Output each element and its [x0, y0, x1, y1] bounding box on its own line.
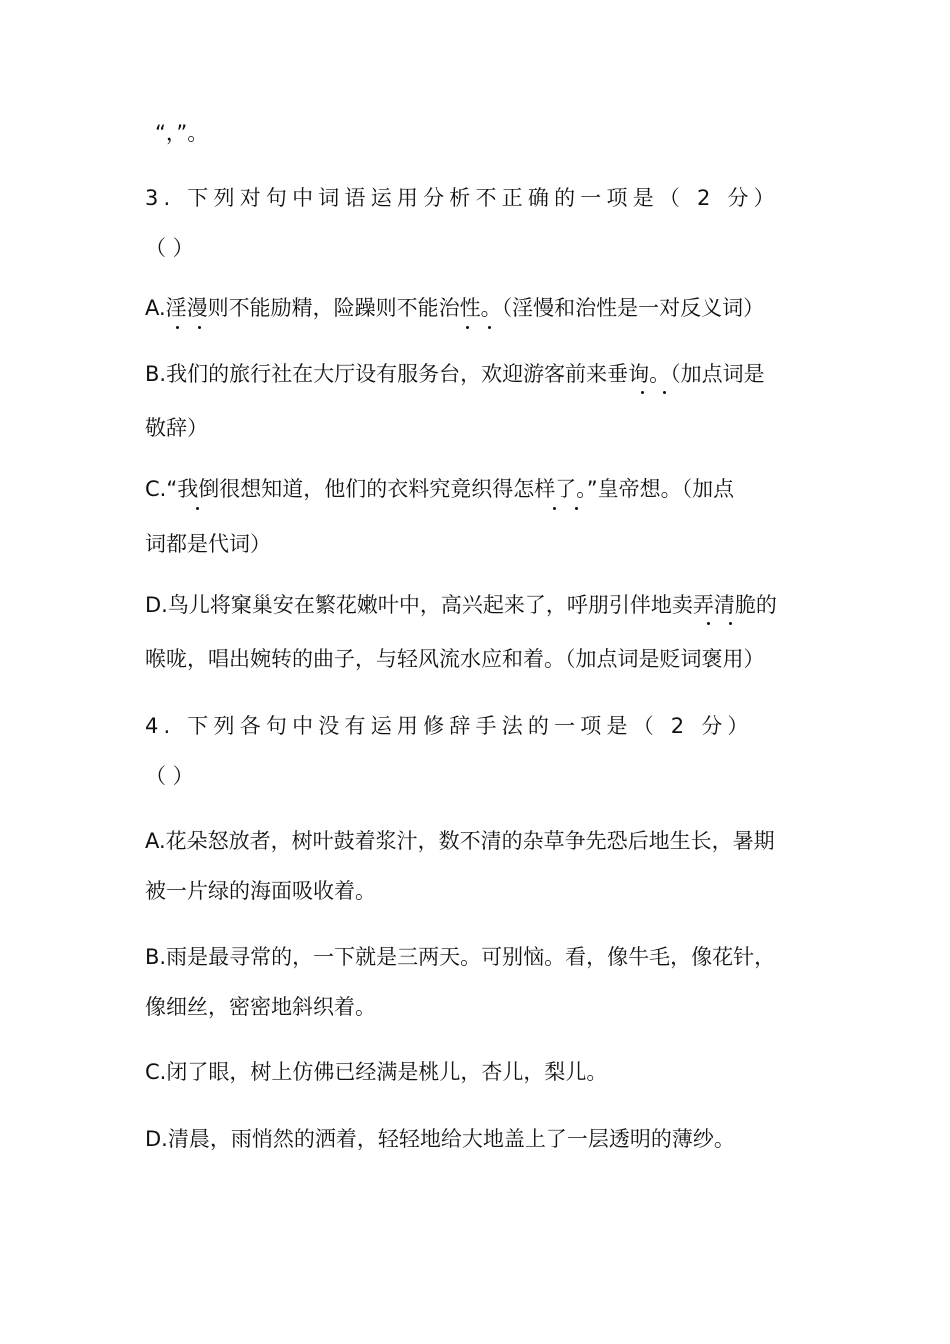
q4-option-c: C.闭了眼，树上仿佛已经满是桃儿，杏儿，梨儿。: [145, 1060, 608, 1084]
q3-option-d: D.鸟儿将窠巢安在繁花嫩叶中，高兴起来了，呼朋引伴地卖弄清脆的: [145, 593, 777, 617]
emphasis-dot: [641, 391, 644, 394]
q3-option-b: B.我们的旅行社在大厅设有服务台，欢迎游客前来垂询。（加点词是: [145, 362, 765, 386]
emphasis-dot: [707, 622, 710, 625]
q3-option-d-continued: 喉咙，唱出婉转的曲子，与轻风流水应和着。（加点词是贬词褒用）: [145, 647, 765, 671]
emphasis-dot: [198, 326, 201, 329]
emphasis-dot: [575, 507, 578, 510]
q4-option-b: B.雨是最寻常的，一下就是三两天。可别恼。看，像牛毛，像花针，: [145, 945, 776, 969]
emphasis-dot: [466, 326, 469, 329]
q4-option-a-continued: 被一片绿的海面吸收着。: [145, 879, 376, 903]
text-fragment: “，”。: [155, 121, 209, 145]
q3-stem: 3. 下列对句中词语运用分析不正确的一项是（ 2 分）: [145, 186, 780, 210]
emphasis-dot: [176, 326, 179, 329]
emphasis-dot: [553, 507, 556, 510]
emphasis-dot: [488, 326, 491, 329]
q4-option-b-continued: 像细丝，密密地斜织着。: [145, 995, 376, 1019]
q3-option-c: C.“我倒很想知道，他们的衣料究竟织得怎样了。”皇帝想。（加点: [145, 477, 735, 501]
emphasis-dot: [729, 622, 732, 625]
q3-option-c-continued: 词都是代词）: [145, 532, 271, 556]
emphasis-dot: [196, 507, 199, 510]
q4-option-a: A.花朵怒放者，树叶鼓着浆汁，数不清的杂草争先恐后地生长，暑期: [145, 829, 775, 853]
emphasis-dot: [663, 391, 666, 394]
q3-answer-blank: （ ）: [145, 236, 194, 260]
q4-option-d: D.清晨，雨悄然的洒着，轻轻地给大地盖上了一层透明的薄纱。: [145, 1127, 735, 1151]
q4-stem: 4. 下列各句中没有运用修辞手法的一项是（ 2 分）: [145, 714, 754, 738]
q3-option-b-continued: 敬辞）: [145, 416, 208, 440]
q4-answer-blank: （ ）: [145, 764, 194, 788]
q3-option-a: A.淫漫则不能励精，险躁则不能治性。（淫慢和治性是一对反义词）: [145, 296, 765, 320]
